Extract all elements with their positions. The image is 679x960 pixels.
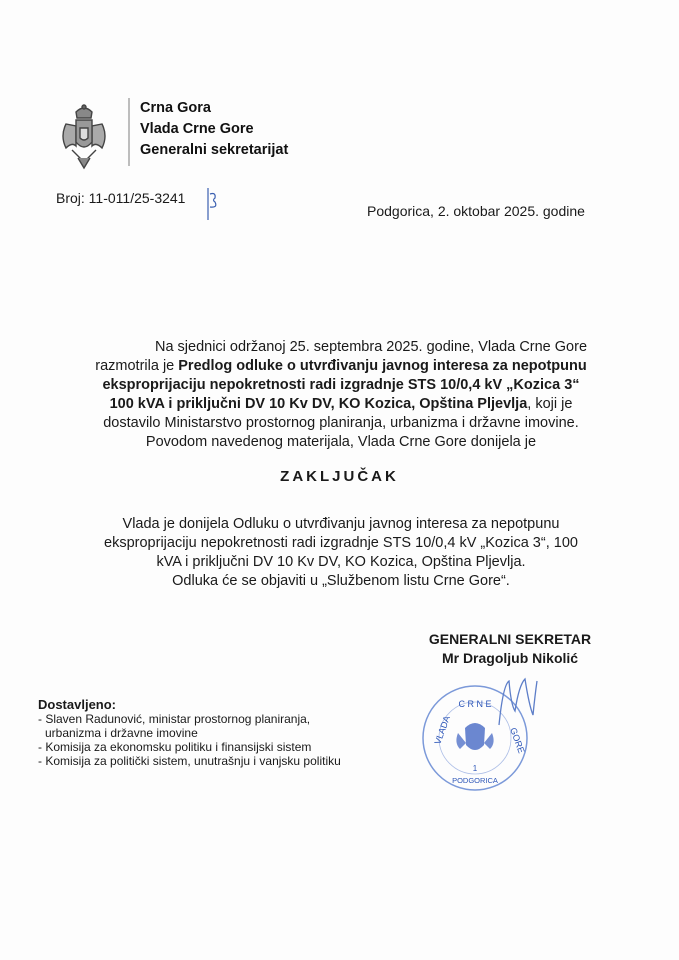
conclusion-line: Vlada je donijela Odluku o utvrđivanju javnog interesa za nepotpunu <box>122 516 560 532</box>
header-department: Generalni sekretarijat <box>140 142 289 158</box>
distribution-title: Dostavljeno: <box>38 697 117 712</box>
header-country: Crna Gora <box>140 100 211 116</box>
svg-text:PODGORICA: PODGORICA <box>452 776 498 785</box>
svg-text:C R N E: C R N E <box>458 699 492 709</box>
signatory-title: GENERALNI SEKRETAR <box>428 631 592 647</box>
proposal-title-line: eksproprijaciju nepokretnosti radi izgradnje STS 10/0,4 kV „Kozica 3“ <box>102 377 580 393</box>
conclusion-paragraph <box>48 515 634 591</box>
conclusion-line: Odluka će se objaviti u „Službenom listu Crne Gore“. <box>172 573 510 589</box>
svg-text:GORE: GORE <box>508 726 527 755</box>
intro-line <box>48 395 634 414</box>
svg-text:1: 1 <box>472 764 478 773</box>
document-title: ZAKLJUČAK <box>280 468 399 485</box>
handwritten-mark-icon <box>206 188 220 220</box>
intro-line: Povodom navedenog materijala, Vlada Crne Gore donijela je <box>145 434 537 450</box>
distribution-item: - Slaven Radunović, ministar prostornog planiranja, <box>38 712 311 726</box>
intro-line <box>48 357 634 376</box>
signature-block <box>395 630 625 668</box>
intro-text: , koji je <box>527 396 573 412</box>
reference-number: Broj: 11-011/25-3241 <box>56 190 186 206</box>
place-and-date: Podgorica, 2. oktobar 2025. godine <box>367 203 585 219</box>
header-divider <box>128 98 130 166</box>
intro-line: dostavilo Ministarstvo prostornog planiranja, urbanizma i državne imovine. <box>103 415 579 431</box>
header-government: Vlada Crne Gore <box>140 121 254 137</box>
proposal-title: 100 kVA i priključni DV 10 Kv DV, KO Kozica, Opština Pljevlja <box>109 396 528 412</box>
intro-paragraph <box>48 338 634 452</box>
intro-text: razmotrila je <box>95 358 179 374</box>
distribution-list <box>38 698 341 768</box>
conclusion-line: kVA i priključni DV 10 Kv DV, KO Kozica, Opština Pljevlja. <box>156 554 526 570</box>
distribution-item: - Komisija za ekonomsku politiku i finansijski sistem <box>38 740 312 754</box>
handwritten-signature-icon <box>495 675 540 730</box>
intro-line: Na sjednici održanoj 25. septembra 2025. godine, Vlada Crne Gore <box>154 339 588 355</box>
conclusion-line: eksproprijaciju nepokretnosti radi izgradnje STS 10/0,4 kV „Kozica 3“, 100 <box>104 535 578 551</box>
svg-text:VLADA: VLADA <box>432 714 452 746</box>
signatory-name: Mr Dragoljub Nikolić <box>441 650 579 666</box>
letterhead <box>58 98 288 172</box>
coat-of-arms-icon <box>58 102 110 172</box>
distribution-item: urbanizma i državne imovine <box>45 726 198 740</box>
proposal-title: Predlog odluke o utvrđivanju javnog interesa za nepotpunu <box>178 358 587 374</box>
distribution-item: - Komisija za politički sistem, unutrašnju i vanjsku politiku <box>38 754 341 768</box>
